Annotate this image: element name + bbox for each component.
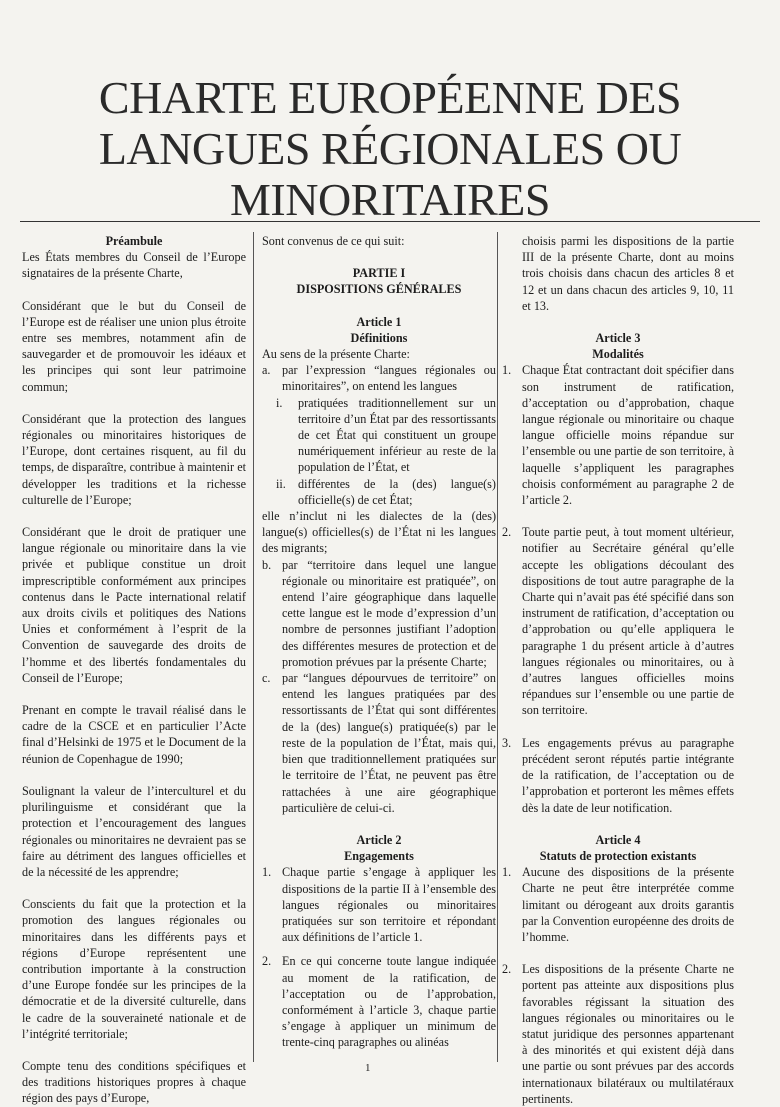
item-text: Toute partie peut, à tout moment ultérieur, notifier au Secrétaire général qu’elle accepte les obligations découlant des dispositions de tout autre paragraphe de la Charte qui n’avait pas été spécifié dans son instrument de ratification, d’acceptation ou d’approbation ou qu’elle appliquera le paragraphe 1 du présent article à d’autres langues régionales ou minoritaires, ou à d’autres langues officielles moins répandues sur l’ensemble ou une partie de son territoire. bbox=[522, 525, 734, 718]
article-4-para-1 bbox=[502, 864, 734, 945]
item-text: Chaque partie s’engage à appliquer les dispositions de la partie II à l’ensemble des langues régionales ou minoritaires pratiquées sur son territoire et répondant aux définitions de l’article 1. bbox=[282, 865, 496, 945]
item-number: 1. bbox=[502, 865, 512, 880]
item-text: par l’expression “langues régionales ou minoritaires”, on entend les langues bbox=[282, 363, 496, 394]
item-text: pratiquées traditionnellement sur un territoire d’un État par des ressortissants de cet État qui constituent un groupe numériquement inférieur au reste de la population de l’État, et bbox=[298, 395, 496, 475]
item-number: c. bbox=[262, 671, 271, 686]
definition-a-ii bbox=[262, 476, 496, 508]
column-divider-2 bbox=[497, 232, 498, 1062]
item-number: 2. bbox=[262, 954, 272, 969]
article-4-label: Article 4 bbox=[595, 832, 641, 847]
preamble-paragraph: Prenant en compte le travail réalisé dans le cadre de la CSCE et en particulier l’Acte final d’Helsinki de 1975 et le Document de la réunion de Copenhague de 1990; bbox=[22, 703, 246, 766]
article-4-para-2 bbox=[502, 961, 734, 1107]
definition-a-tail: elle n’inclut ni les dialectes de la (des) langue(s) officielles(s) de l’État ni les langues des migrants; bbox=[262, 509, 496, 556]
article-3-para-3 bbox=[502, 735, 734, 816]
column-divider-1 bbox=[253, 232, 254, 1062]
document-title: CHARTE EUROPÉENNE DES LANGUES RÉGIONALES OU MINORITAIRES bbox=[98, 72, 682, 225]
column-part1 bbox=[262, 233, 496, 1051]
item-text: Chaque État contractant doit spécifier dans son instrument de ratification, d’acceptation ou d’approbation, chaque langue régionale ou minoritaire ou chaque langue officielle moins répandue sur l’ensemble ou une partie de son territoire, à laquelle s’appliquent les paragraphes choisis conformément au paragraphe 2 de l’article 2. bbox=[522, 363, 734, 508]
column-articles-3-4 bbox=[502, 233, 734, 1107]
article-1-title: Définitions bbox=[350, 330, 408, 345]
part-title: DISPOSITIONS GÉNÉRALES bbox=[296, 282, 462, 297]
article-2-continuation: choisis parmi les dispositions de la partie III de la présente Charte, dont au moins trois choisis dans chacun des articles 8 et 12 et un dans chacun des articles 9, 10, 11 et 13. bbox=[522, 234, 734, 313]
item-number: b. bbox=[262, 557, 272, 572]
item-number: 2. bbox=[502, 525, 512, 540]
item-text: Les engagements prévus au paragraphe précédent seront réputés partie intégrante de la ratification, de l’acceptation ou de l’approbation et porteront les mêmes effets dès la date de leur notification. bbox=[522, 735, 734, 815]
definition-a-i bbox=[262, 395, 496, 476]
item-text: En ce qui concerne toute langue indiquée au moment de la ratification, de l’acceptation ou de l’approbation, conformément à l’article 3, chaque partie s’engage à appliquer un minimum de trente-cinq paragraphes ou alinéas bbox=[282, 954, 496, 1050]
definition-c bbox=[262, 670, 496, 816]
article-4-title: Statuts de protection existants bbox=[539, 848, 697, 863]
intro-text: Sont convenus de ce qui suit: bbox=[262, 234, 405, 248]
item-number: 1. bbox=[502, 363, 512, 378]
definition-b bbox=[262, 557, 496, 670]
definition-a bbox=[262, 362, 496, 394]
title-rule bbox=[20, 221, 760, 222]
part-label: PARTIE I bbox=[352, 266, 406, 281]
page-number: 1 bbox=[365, 1062, 371, 1074]
preamble-paragraph: Considérant que le but du Conseil de l’Europe est de réaliser une union plus étroite entre ses membres, notamment afin de sauvegarder et de promouvoir les idéaux et les principes qui sont leur patrimoine commun; bbox=[22, 298, 246, 394]
article-3-label: Article 3 bbox=[595, 331, 641, 346]
article-2-title: Engagements bbox=[344, 849, 414, 864]
preamble-heading: Préambule bbox=[105, 234, 163, 248]
article-1-label: Article 1 bbox=[356, 314, 402, 329]
item-text: par “langues dépourvues de territoire” on entend les langues pratiquées par des ressortissants de l’État qui sont différentes de la (des) langue(s) pratiquée(s) par le reste de la population de l’État, mais qui, bien que traditionnellement pratiquées sur le territoire de l’État, ne peuvent pas être rattachées à une aire géographique particulière de celui-ci. bbox=[282, 671, 496, 815]
preamble-paragraph: Considérant que la protection des langues régionales ou minoritaires historiques de l’Europe, dont certaines risquent, au fil du temps, de disparaître, contribue à maintenir et développer les traditions et la richesse culturelle de l’Europe; bbox=[22, 411, 246, 507]
preamble-paragraph: Conscients du fait que la protection et la promotion des langues régionales ou minoritaires dans les différents pays et régions d’Europe représentent une contribution importante à la construction d’une Europe fondée sur les principes de la démocratie et de la diversité culturelle, dans le cadre de la souveraineté nationale et de l’intégrité territoriale; bbox=[22, 897, 246, 1041]
item-number: ii. bbox=[276, 476, 286, 491]
article-3-para-2 bbox=[502, 524, 734, 718]
article-2-para-2 bbox=[262, 953, 496, 1050]
item-number: 2. bbox=[502, 962, 512, 977]
item-text: Les dispositions de la présente Charte ne portent pas atteinte aux dispositions plus favorables régissant la situation des langues régionales ou minoritaires ou le statut juridique des personnes appartenant à des minorités et qui existent déjà dans une partie ou sont prévues par des accords internationaux bilatéraux ou multilatéraux pertinents. bbox=[522, 962, 734, 1106]
item-text: différentes de la (des) langue(s) officielle(s) de cet État; bbox=[298, 476, 496, 507]
item-number: 3. bbox=[502, 735, 512, 750]
article-3-para-1 bbox=[502, 362, 734, 508]
item-number: a. bbox=[262, 363, 271, 378]
article-2-para-1 bbox=[262, 864, 496, 945]
item-number: i. bbox=[276, 395, 283, 410]
preamble-paragraph: Compte tenu des conditions spécifiques et des traditions historiques propres à chaque région des pays d’Europe, bbox=[22, 1058, 246, 1106]
article-2-label: Article 2 bbox=[356, 832, 402, 847]
item-number: 1. bbox=[262, 865, 272, 880]
article-1-lead: Au sens de la présente Charte: bbox=[262, 347, 410, 362]
preamble-paragraph: Considérant que le droit de pratiquer une langue régionale ou minoritaire dans la vie privée et publique constitue un droit imprescriptible conformément aux principes contenus dans le Pacte international relatif aux droits civils et politiques des Nations Unies et conformément à l’esprit de la Convention de sauvegarde des droits de l’homme et des libertés fondamentales du Conseil de l’Europe; bbox=[22, 525, 246, 685]
preamble-paragraph: Soulignant la valeur de l’interculturel et du plurilinguisme et considérant que la protection et l’encouragement des langues régionales ou minoritaires ne devraient pas se faire au détriment des langues officielles et de la nécessité de les apprendre; bbox=[22, 783, 246, 879]
preamble-paragraph: Les États membres du Conseil de l’Europe signataires de la présente Charte, bbox=[22, 250, 246, 281]
item-text: par “territoire dans lequel une langue régionale ou minoritaire est pratiquée”, on entend l’aire géographique dans laquelle cette langue est le mode d’expression d’un nombre de personnes justifiant l’adoption des différentes mesures de protection et de promotion prévues par la présente Charte; bbox=[282, 557, 496, 669]
article-3-title: Modalités bbox=[592, 347, 644, 362]
column-preamble bbox=[22, 233, 246, 1107]
item-text: Aucune des dispositions de la présente Charte ne peut être interprétée comme limitant ou dérogeant aux droits garantis par la Convention européenne des droits de l’homme. bbox=[522, 865, 734, 944]
